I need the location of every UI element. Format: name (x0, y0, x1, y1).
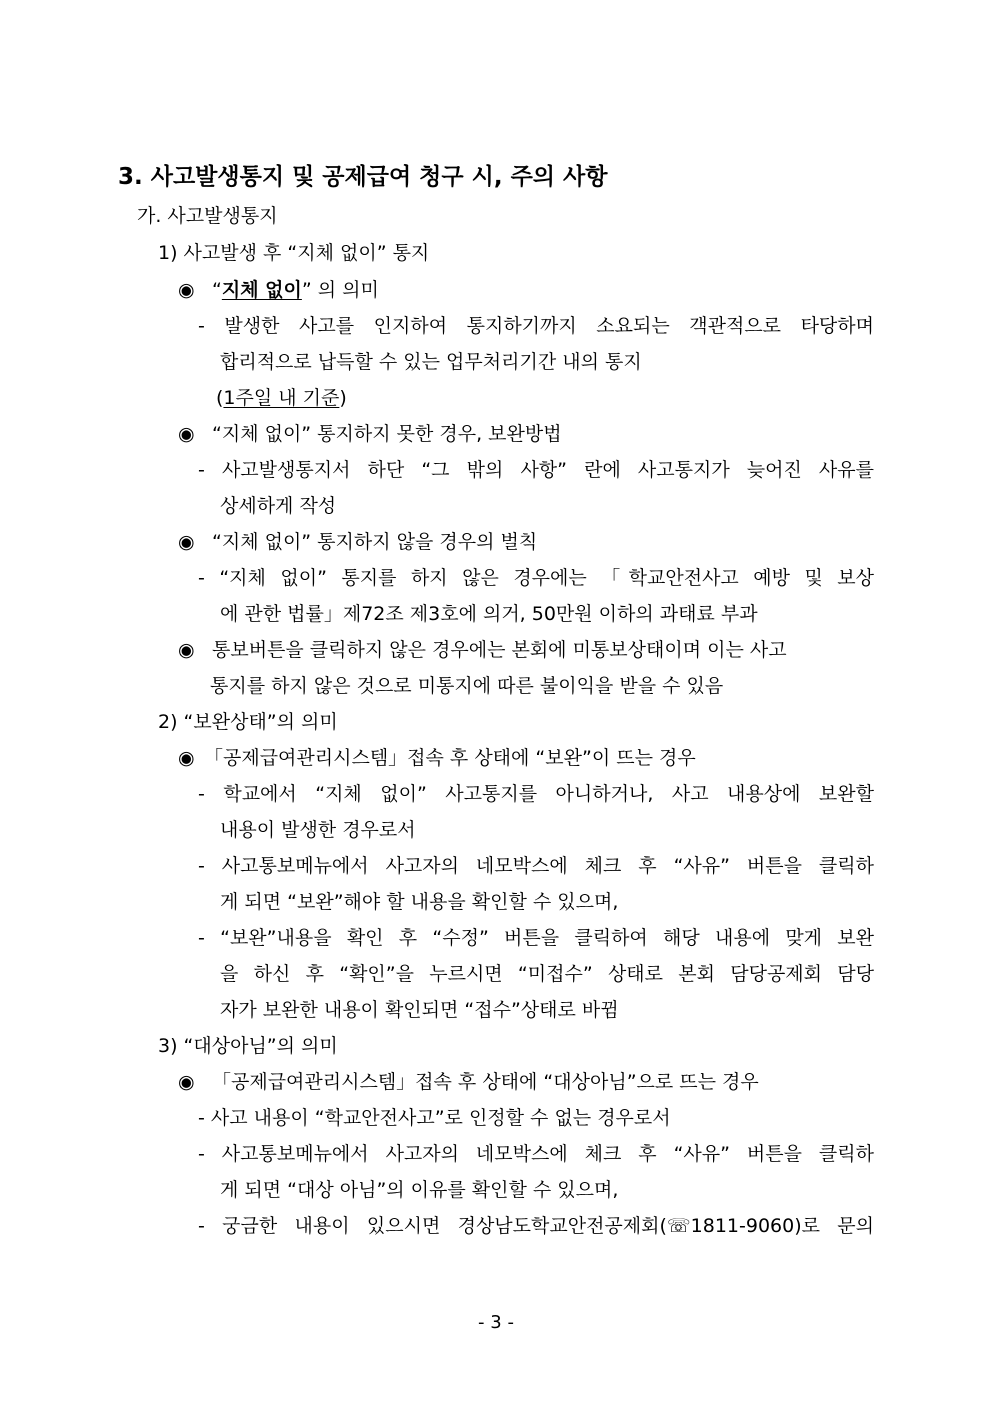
bullet-text: 통보버튼을 클릭하지 않은 경우에는 본회에 미통보상태이며 이는 사고 (212, 639, 787, 661)
desc-line: - 사고 내용이 “학교안전사고”로 인정할 수 없는 경우로서 (198, 1107, 671, 1129)
item-3-title: 3) “대상아님”의 의미 (158, 1035, 338, 1057)
bullet-icon: ◉ (178, 423, 195, 445)
term-rest: 의 의미 (311, 279, 379, 301)
bullet-icon: ◉ (178, 279, 195, 301)
subsection-title: 가. 사고발생통지 (137, 205, 278, 227)
desc-line: 게 되면 “보완”해야 할 내용을 확인할 수 있으며, (220, 891, 619, 913)
page-number: - 3 - (478, 1312, 514, 1333)
desc-line: 자가 보완한 내용이 확인되면 “접수”상태로 바뀜 (220, 999, 619, 1021)
desc-line: - 사고발생통지서 하단 “그 밖의 사항” 란에 사고통지가 늦어진 사유를 (198, 459, 874, 481)
desc-line: - “지체 없이” 통지를 하지 않은 경우에는 「학교안전사고 예방 및 보상 (198, 567, 874, 589)
item-2-title: 2) “보완상태”의 의미 (158, 711, 338, 733)
desc-line: - 학교에서 “지체 없이” 사고통지를 아니하거나, 사고 내용상에 보완할 (198, 783, 874, 805)
desc-line: - 사고통보메뉴에서 사고자의 네모박스에 체크 후 “사유” 버튼을 클릭하 (198, 855, 874, 877)
desc-line: 에 관한 법률」제72조 제3호에 의거, 50만원 이하의 과태료 부과 (220, 603, 758, 625)
bullet-icon: ◉ (178, 747, 195, 769)
bullet-icon: ◉ (178, 1071, 195, 1093)
bullet-3-1 (178, 1069, 759, 1095)
desc-line-standard (216, 385, 347, 411)
desc-line: 내용이 발생한 경우로서 (220, 819, 416, 841)
bullet-text: “지체 없이” 통지하지 못한 경우, 보완방법 (212, 423, 562, 445)
section-title: 3. 사고발생통지 및 공제급여 청구 시, 주의 사항 (118, 164, 608, 190)
bullet-1-1 (178, 277, 379, 303)
bullet-text: 「공제급여관리시스템」접속 후 상태에 “대상아님”으로 뜨는 경우 (212, 1071, 759, 1093)
standard-underlined: 1주일 내 기준 (223, 387, 340, 409)
desc-line: - 궁금한 내용이 있으시면 경상남도학교안전공제회(☏1811-9060)로 문의 (198, 1215, 874, 1237)
desc-line: 상세하게 작성 (220, 495, 337, 517)
bullet-text-cont: 통지를 하지 않은 것으로 미통지에 따른 불이익을 받을 수 있음 (210, 675, 724, 697)
bullet-1-2 (178, 421, 562, 447)
bullet-text: 「공제급여관리시스템」접속 후 상태에 “보완”이 뜨는 경우 (204, 747, 696, 769)
desc-line: 을 하신 후 “확인”을 누르시면 “미접수” 상태로 본회 담당공제회 담당 (220, 963, 874, 985)
bullet-text: “지체 없이” 통지하지 않을 경우의 벌칙 (212, 531, 538, 553)
quote-open: “ (212, 279, 222, 301)
bullet-2-1 (178, 745, 696, 771)
bullet-1-3 (178, 529, 537, 555)
term-underlined: 지체 없이 (221, 279, 302, 301)
paren-close: ) (339, 387, 347, 409)
desc-line: - “보완”내용을 확인 후 “수정” 버튼을 클릭하여 해당 내용에 맞게 보완 (198, 927, 874, 949)
bullet-icon: ◉ (178, 639, 195, 661)
item-1-title: 1) 사고발생 후 “지체 없이” 통지 (158, 242, 430, 264)
bullet-1-4 (178, 637, 874, 663)
desc-line: - 발생한 사고를 인지하여 통지하기까지 소요되는 객관적으로 타당하며 (198, 315, 874, 337)
desc-line: 합리적으로 납득할 수 있는 업무처리기간 내의 통지 (220, 351, 642, 373)
desc-line: 게 되면 “대상 아님”의 이유를 확인할 수 있으며, (220, 1179, 619, 1201)
bullet-icon: ◉ (178, 531, 195, 553)
paren-open: ( (216, 387, 224, 409)
desc-line: - 사고통보메뉴에서 사고자의 네모박스에 체크 후 “사유” 버튼을 클릭하 (198, 1143, 874, 1165)
quote-close: ” (301, 279, 312, 301)
